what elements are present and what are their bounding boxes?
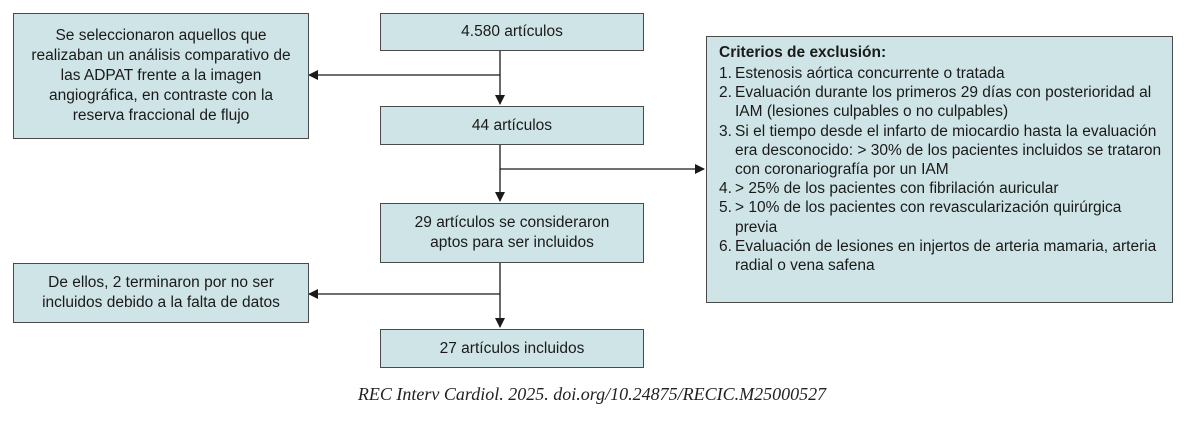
exclusion-item: 5. > 10% de los pacientes con revascularización quirúrgica previa [719,199,1122,236]
box-29-articles [380,203,644,263]
box-exclusion-criteria [706,36,1173,303]
exclusion-item: 3. Si el tiempo desde el infarto de miocardio hasta la evaluación era desconocido: > 30% de los pacientes incluidos se trataron con coronariografía por un IAM [719,122,1162,179]
box-44-articles [380,106,644,145]
exclusion-item: 6. Evaluación de lesiones en injertos de arteria mamaria, arteria radial o vena safena [719,237,1157,275]
exclusion-criteria-list [719,64,1162,275]
exclusion-item: 1. Estenosis aórtica concurrente o tratada [719,65,1005,82]
box-total-articles-text: 4.580 artículos [461,23,563,40]
box-44-articles-text: 44 artículos [471,116,553,134]
box-29-articles-text: 29 artículos se consideraron aptos para ser incluidos [414,214,610,251]
figure-caption: REC Interv Cardiol. 2025. doi.org/10.24875/RECIC.M25000527 [357,384,827,404]
exclusion-item: 4. > 25% de los pacientes con fibrilación auricular [719,180,1059,198]
box-total-articles [380,13,644,51]
box-final-articles [380,329,644,368]
exclusion-criteria-title: Criterios de exclusión: [719,44,887,61]
box-excluded-note [13,263,309,323]
box-final-articles-text: 27 artículos incluidos [439,339,585,357]
box-excluded-note-text: De ellos, 2 terminaron por no ser incluidos debido a la falta de datos [42,274,280,311]
box-selection-note-text: Se seleccionaron aquellos que realizaban un análisis comparativo de las ADPAT frente a la imagen angiográfica, en contraste con la reserva fraccional de flujo [31,27,291,124]
exclusion-item: 2. Evaluación durante los primeros 29 días con posterioridad al IAM (lesiones culpables o no culpables) [719,84,1152,121]
box-selection-note [13,13,309,139]
